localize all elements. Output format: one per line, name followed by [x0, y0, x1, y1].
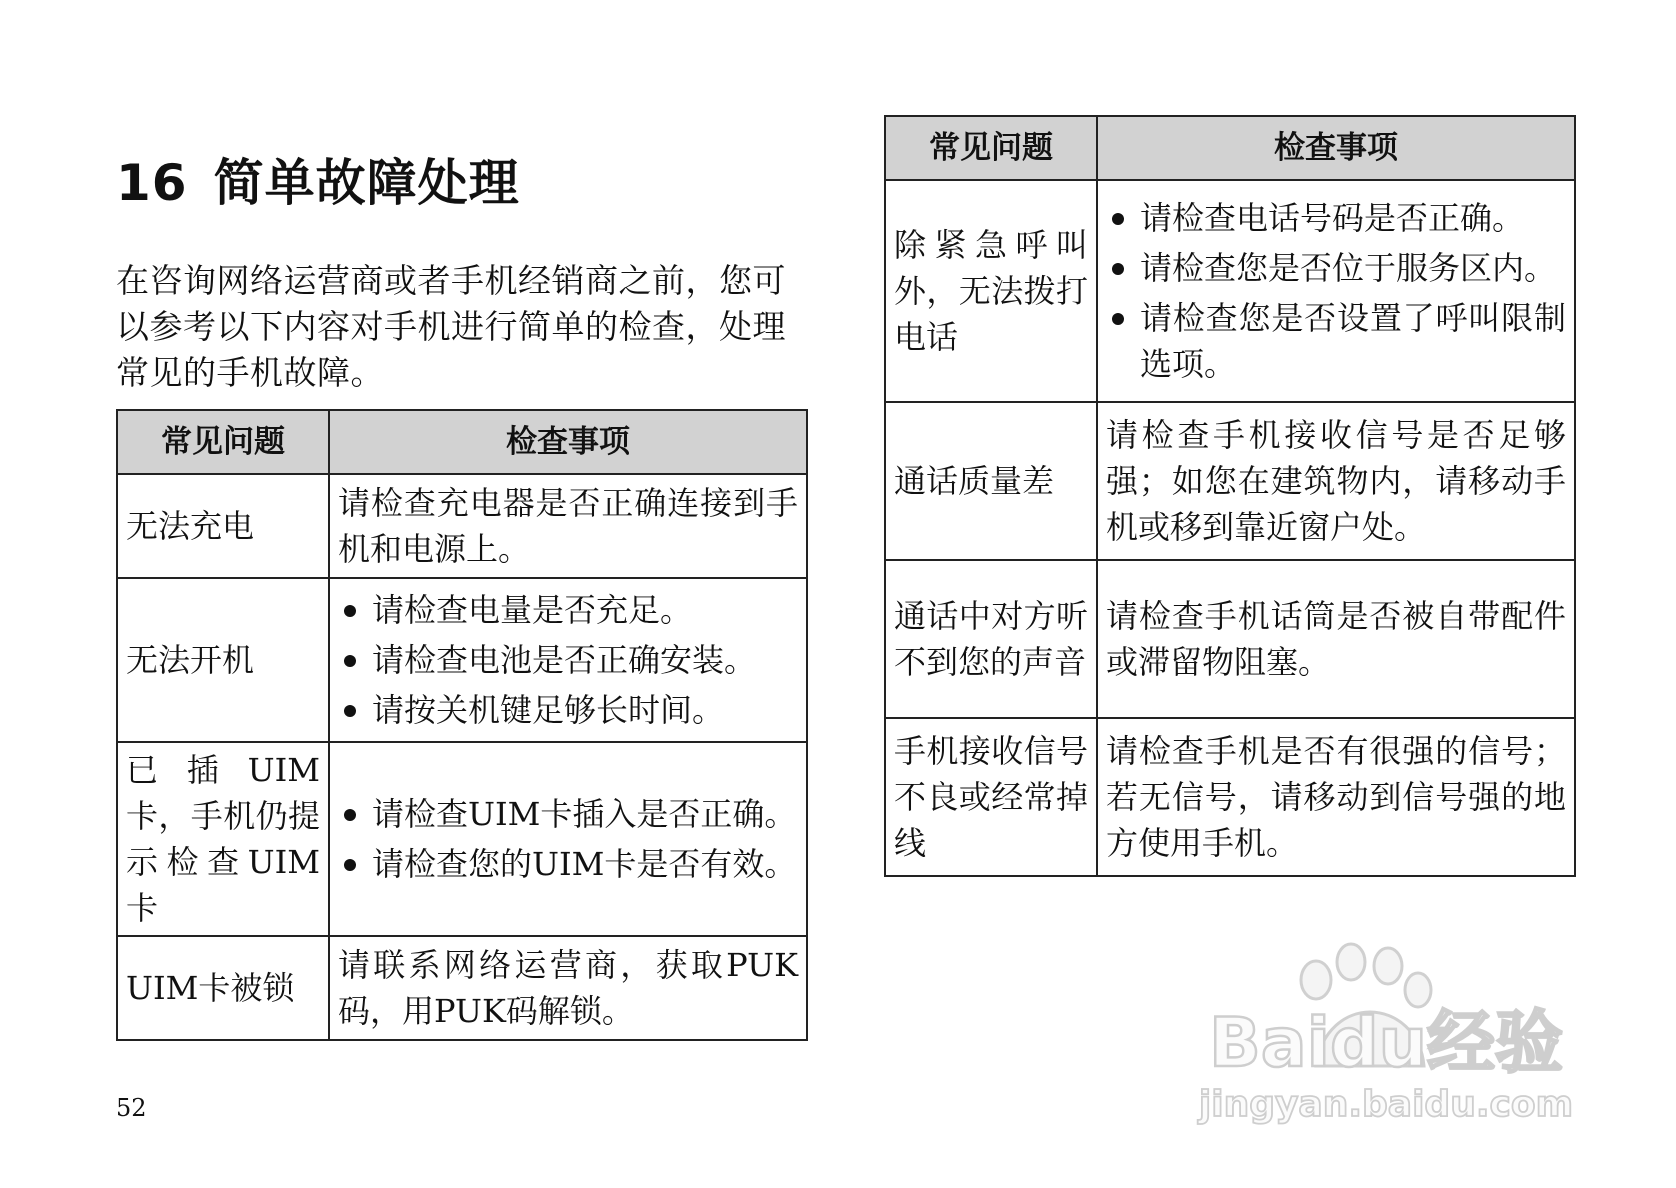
- section-heading: [116, 154, 520, 212]
- intro-paragraph: 在咨询网络运营商或者手机经销商之前，您可以参考以下内容对手机进行简单的检查，处理常见的手机故障。: [116, 261, 786, 392]
- check-cell: 请检查手机是否有很强的信号；若无信号，请移动到信号强的地方使用手机。: [1097, 718, 1575, 876]
- check-list: [1106, 195, 1566, 387]
- table-header-row: [885, 116, 1575, 180]
- problem-cell: 除紧急呼叫外，无法拨打电话: [885, 180, 1097, 402]
- problem-cell: 无法开机: [117, 578, 329, 742]
- list-item: 请检查您是否位于服务区内。: [1106, 245, 1566, 291]
- troubleshooting-table-left: [116, 409, 808, 1041]
- watermark-url: jingyan.baidu.com: [1198, 1084, 1574, 1125]
- header-problem: 常见问题: [117, 410, 329, 474]
- check-cell: 请检查充电器是否正确连接到手机和电源上。: [329, 474, 807, 578]
- list-item: 请检查电话号码是否正确。: [1106, 195, 1566, 241]
- page-number: 52: [116, 1094, 147, 1122]
- baidu-jingyan-watermark: [1186, 938, 1586, 1138]
- check-cell: [1097, 180, 1575, 402]
- section-title: 简单故障处理: [213, 154, 520, 212]
- table-row: [885, 180, 1575, 402]
- check-cell: 请联系网络运营商，获取PUK码，用PUK码解锁。: [329, 936, 807, 1040]
- list-item: 请按关机键足够长时间。: [338, 687, 798, 733]
- problem-cell: 无法充电: [117, 474, 329, 578]
- problem-cell: 通话质量差: [885, 402, 1097, 560]
- problem-cell: 通话中对方听不到您的声音: [885, 560, 1097, 718]
- check-cell: 请检查手机话筒是否被自带配件或滞留物阻塞。: [1097, 560, 1575, 718]
- table-row: [885, 718, 1575, 876]
- table-row: [117, 474, 807, 578]
- check-cell: [329, 578, 807, 742]
- problem-cell: UIM卡被锁: [117, 936, 329, 1040]
- problem-cell: 手机接收信号不良或经常掉线: [885, 718, 1097, 876]
- table-row: [117, 742, 807, 936]
- troubleshooting-table-right: [884, 115, 1576, 877]
- check-list: [338, 587, 798, 733]
- table-row: [885, 402, 1575, 560]
- check-cell: [329, 742, 807, 936]
- table-row: [117, 578, 807, 742]
- list-item: 请检查您的UIM卡是否有效。: [338, 841, 798, 887]
- table-header-row: [117, 410, 807, 474]
- check-list: [338, 791, 798, 887]
- problem-cell: 已插UIM卡，手机仍提示检查UIM卡: [117, 742, 329, 936]
- check-cell: 请检查手机接收信号是否足够强；如您在建筑物内，请移动手机或移到靠近窗户处。: [1097, 402, 1575, 560]
- table-row: [885, 560, 1575, 718]
- header-check: 检查事项: [329, 410, 807, 474]
- list-item: 请检查您是否设置了呼叫限制选项。: [1106, 295, 1566, 387]
- watermark-brand: Baidu经验: [1208, 1004, 1564, 1083]
- list-item: 请检查UIM卡插入是否正确。: [338, 791, 798, 837]
- header-problem: 常见问题: [885, 116, 1097, 180]
- list-item: 请检查电池是否正确安装。: [338, 637, 798, 683]
- table-row: [117, 936, 807, 1040]
- section-number: 16: [116, 154, 188, 212]
- list-item: 请检查电量是否充足。: [338, 587, 798, 633]
- header-check: 检查事项: [1097, 116, 1575, 180]
